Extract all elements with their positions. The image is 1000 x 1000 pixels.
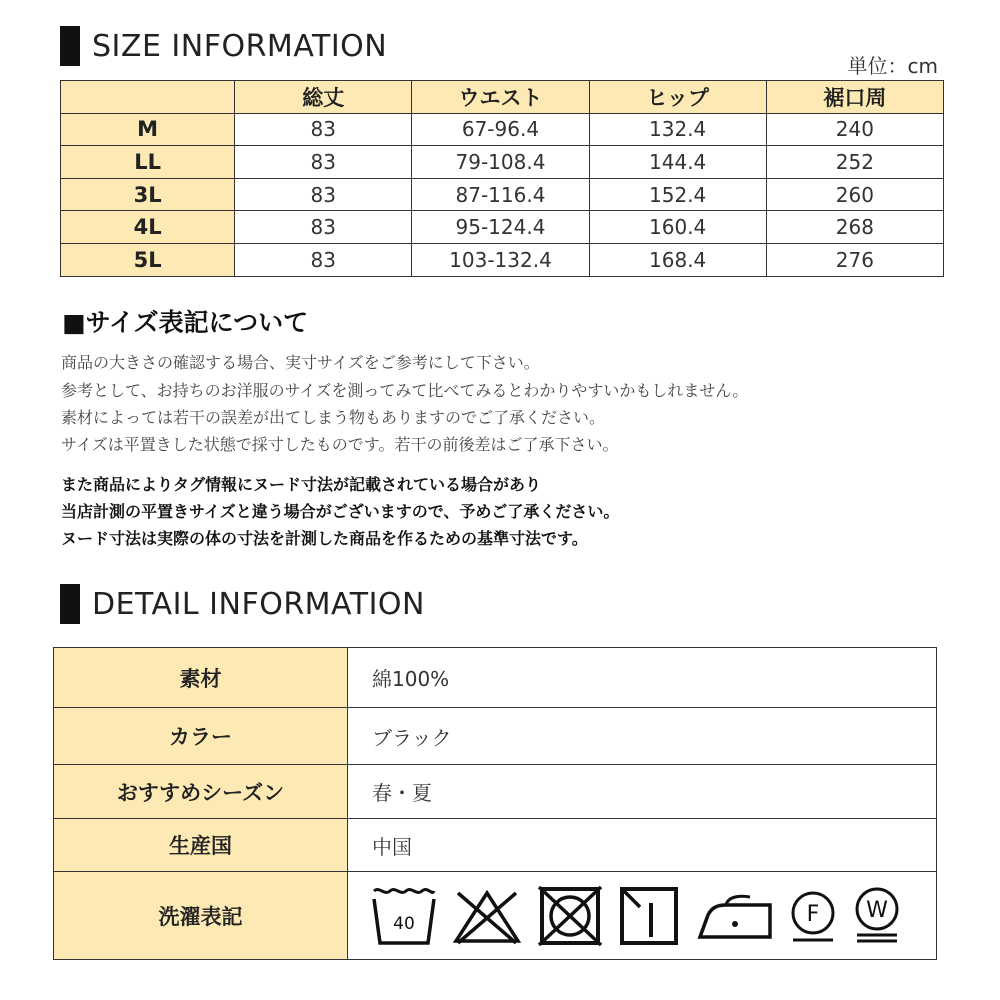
note-line: サイズは平置きした状態で採寸したものです。若干の前後差はご了承下さい。	[61, 435, 619, 454]
column-header: ヒップ	[589, 81, 766, 114]
no-bleach-icon	[452, 885, 522, 947]
table-cell: 79-108.4	[412, 146, 589, 179]
detail-value: 中国	[348, 819, 937, 872]
note-line: 素材によっては若干の誤差が出てしまう物もありますのでご了承ください。	[61, 408, 606, 427]
size-label: 3L	[61, 178, 235, 211]
table-cell: 103-132.4	[412, 243, 589, 276]
detail-label: おすすめシーズン	[54, 765, 348, 819]
size-information-title: SIZE INFORMATION	[92, 28, 388, 64]
heading-marker	[60, 26, 80, 66]
unit-label: 単位：cm	[847, 54, 938, 78]
dryclean-letter: F	[806, 901, 820, 927]
table-row	[61, 211, 944, 244]
size-table	[60, 80, 944, 277]
size-table-corner	[61, 81, 235, 114]
table-cell: 160.4	[589, 211, 766, 244]
table-cell: 67-96.4	[412, 113, 589, 146]
table-cell: 168.4	[589, 243, 766, 276]
table-cell: 268	[766, 211, 943, 244]
table-cell: 252	[766, 146, 943, 179]
table-cell: 83	[235, 243, 412, 276]
bold-note-line: 当店計測の平置きサイズと違う場合がございますので、予めご了承ください。	[61, 502, 620, 521]
table-cell: 132.4	[589, 113, 766, 146]
wetclean-w-icon	[852, 885, 902, 947]
column-header: 裾口周	[766, 81, 943, 114]
note-line: 商品の大きさの確認する場合、実寸サイズをご参考にして下さい。	[61, 353, 540, 372]
drip-dry-icon	[618, 885, 680, 947]
table-row	[61, 178, 944, 211]
bold-note-line: また商品によりタグ情報にヌード寸法が記載されている場合があり	[61, 475, 542, 494]
no-tumble-dry-icon	[536, 885, 604, 947]
table-cell: 144.4	[589, 146, 766, 179]
detail-label: 洗濯表記	[54, 872, 348, 960]
table-row	[54, 648, 937, 708]
column-header: ウエスト	[412, 81, 589, 114]
table-row	[61, 113, 944, 146]
wash-temperature: 40	[393, 913, 415, 934]
size-label: LL	[61, 146, 235, 179]
heading-marker	[60, 584, 80, 624]
note-line: 参考として、お持ちのお洋服のサイズを測ってみて比べてみるとわかりやすいかもしれません。	[61, 381, 749, 400]
detail-table	[53, 647, 937, 960]
table-cell: 87-116.4	[412, 178, 589, 211]
table-cell: 260	[766, 178, 943, 211]
detail-information-heading	[60, 584, 425, 624]
dryclean-f-icon	[788, 885, 838, 947]
table-cell: 83	[235, 113, 412, 146]
detail-value: 綿100%	[348, 648, 937, 708]
size-label: M	[61, 113, 235, 146]
detail-value: 春・夏	[348, 765, 937, 819]
iron-low-icon	[694, 885, 774, 947]
detail-label: 生産国	[54, 819, 348, 872]
size-table-header-row	[61, 81, 944, 114]
wetclean-letter: W	[866, 897, 888, 923]
size-label: 4L	[61, 211, 235, 244]
table-cell: 83	[235, 211, 412, 244]
table-row	[61, 146, 944, 179]
detail-information-title: DETAIL INFORMATION	[92, 586, 425, 622]
detail-label: カラー	[54, 708, 348, 765]
care-symbols	[370, 885, 936, 947]
size-notes-title: ■サイズ表記について	[62, 308, 309, 337]
table-cell: 83	[235, 146, 412, 179]
table-cell: 276	[766, 243, 943, 276]
table-row	[54, 819, 937, 872]
detail-label: 素材	[54, 648, 348, 708]
column-header: 総丈	[235, 81, 412, 114]
size-information-heading	[60, 26, 387, 66]
table-row	[54, 765, 937, 819]
table-cell: 95-124.4	[412, 211, 589, 244]
table-row	[61, 243, 944, 276]
care-symbols-cell	[348, 872, 937, 960]
table-cell: 152.4	[589, 178, 766, 211]
wash-40-icon	[370, 885, 438, 947]
bold-note-line: ヌード寸法は実際の体の寸法を計測した商品を作るための基準寸法です。	[61, 529, 588, 548]
detail-value: ブラック	[348, 708, 937, 765]
table-cell: 240	[766, 113, 943, 146]
table-row	[54, 872, 937, 960]
table-cell: 83	[235, 178, 412, 211]
table-row	[54, 708, 937, 765]
size-label: 5L	[61, 243, 235, 276]
